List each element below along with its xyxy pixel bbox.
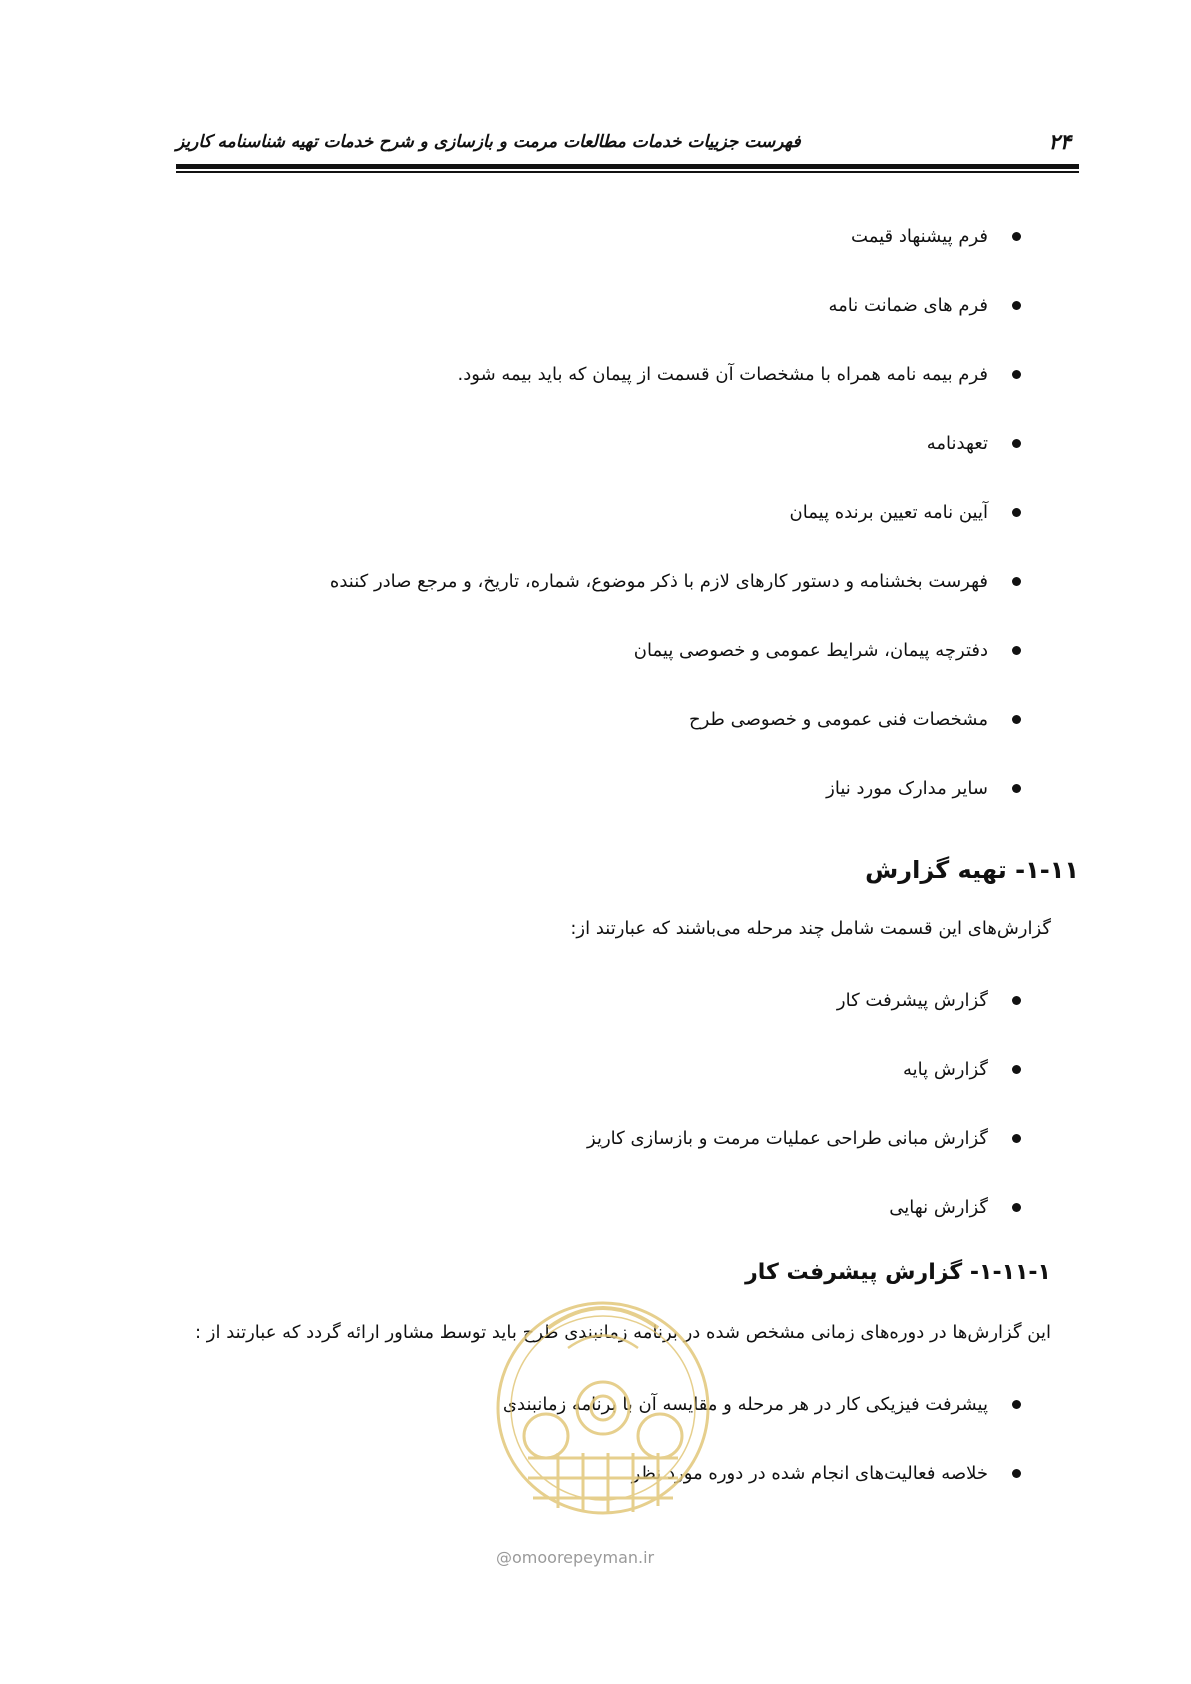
list-item — [903, 1052, 1021, 1086]
list-item-text: گزارش پیشرفت کار — [836, 989, 988, 1011]
list-item-text: پیشرفت فیزیکی کار در هر مرحله و مقایسه آن با برنامه زمانبندی — [502, 1393, 988, 1415]
list-item — [632, 1456, 1021, 1490]
header-rule-thick — [176, 164, 1079, 169]
subsection-intro: این گزارش‌ها در دوره‌های زمانی مشخص شده در برنامه زمانبندی طرح باید توسط مشاور ارائه گردد که عبارتند از : — [195, 1322, 1051, 1343]
bullet-icon — [1012, 1134, 1021, 1143]
list-item-text: آیین نامه تعیین برنده پیمان — [789, 501, 988, 523]
list-item-text: فرم های ضمانت نامه — [828, 294, 988, 316]
list-item-text: تعهدنامه — [926, 432, 988, 454]
page-header — [176, 128, 1079, 164]
header-rule-thin — [176, 171, 1079, 173]
bullet-icon — [1012, 1400, 1021, 1409]
list-item — [634, 633, 1021, 667]
list-item — [458, 357, 1021, 391]
bullet-icon — [1012, 232, 1021, 241]
bullet-icon — [1012, 577, 1021, 586]
page-number: ۲۴ — [1048, 130, 1071, 154]
list-item-text: مشخصات فنی عمومی و خصوصی طرح — [689, 708, 988, 730]
section-intro: گزارش‌های این قسمت شامل چند مرحله می‌باشند که عبارتند از: — [570, 918, 1051, 939]
subsection-heading: ۱-۱۱-۱- گزارش پیشرفت کار — [745, 1260, 1051, 1285]
list-item-text: فرم پیشنهاد قیمت — [851, 225, 988, 247]
list-item — [689, 702, 1021, 736]
section-heading: ۱-۱۱- تهیه گزارش — [865, 856, 1079, 884]
list-item — [927, 426, 1021, 460]
watermark-url: @omoorepeyman.ir — [496, 1548, 655, 1567]
bullet-icon — [1012, 301, 1021, 310]
bullet-icon — [1012, 1203, 1021, 1212]
bullet-icon — [1012, 439, 1021, 448]
running-title: فهرست جزییات خدمات مطالعات مرمت و بازسازی و شرح خدمات تهیه شناسنامه کاریز — [176, 132, 801, 152]
list-item-text: گزارش مبانی طراحی عملیات مرمت و بازسازی کاریز — [587, 1127, 988, 1149]
list-item-text: سایر مدارک مورد نیاز — [826, 777, 988, 799]
bullet-icon — [1012, 646, 1021, 655]
list-item-text: دفترچه پیمان، شرایط عمومی و خصوصی پیمان — [633, 639, 988, 661]
list-item-text: گزارش نهایی — [889, 1196, 988, 1218]
bullet-icon — [1012, 996, 1021, 1005]
bullet-icon — [1012, 784, 1021, 793]
list-item-text: فرم بیمه نامه همراه با مشخصات آن قسمت از پیمان که باید بیمه شود. — [457, 363, 988, 385]
list-item-text: گزارش پایه — [902, 1058, 988, 1080]
list-item — [503, 1387, 1021, 1421]
list-item — [587, 1121, 1021, 1155]
list-item — [828, 288, 1021, 322]
list-item — [889, 1190, 1021, 1224]
bullet-icon — [1012, 1065, 1021, 1074]
bullet-icon — [1012, 508, 1021, 517]
list-item — [851, 219, 1021, 253]
list-item — [790, 495, 1021, 529]
list-item — [826, 771, 1021, 805]
list-item-text: فهرست بخشنامه و دستور کارهای لازم با ذکر موضوع، شماره، تاریخ، و مرجع صادر کننده — [329, 570, 988, 592]
bullet-icon — [1012, 1469, 1021, 1478]
list-item — [837, 983, 1021, 1017]
bullet-icon — [1012, 715, 1021, 724]
bullet-icon — [1012, 370, 1021, 379]
list-item-text: خلاصه فعالیت‌های انجام شده در دوره مورد نظر — [631, 1462, 988, 1484]
list-item — [330, 564, 1021, 598]
